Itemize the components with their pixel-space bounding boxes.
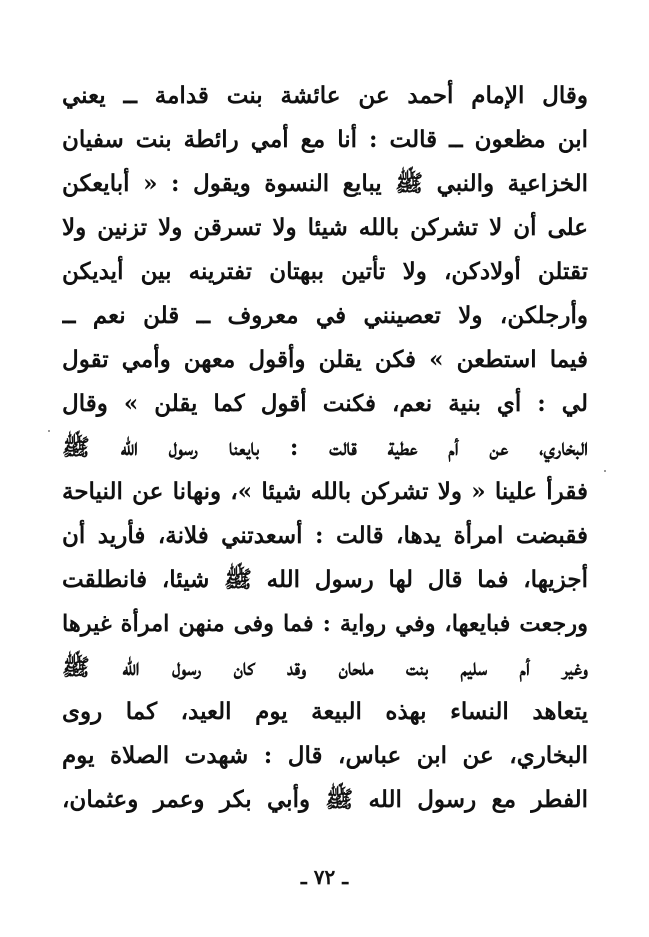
page-number: ـ ٧٢ ـ	[300, 865, 349, 889]
text-line: وأرجلكن، ولا تعصينني في معروف ــ قلن نعم ــ	[62, 302, 588, 329]
text-line: فقرأ علينا « ولا تشركن بالله شيئا »، ونهانا عن النياحة	[62, 478, 588, 505]
scan-speck	[604, 470, 606, 472]
scan-speck	[48, 430, 50, 432]
text-line: البخاري، عن أم عطية قالت : بايعنا رسول الله ﷺ	[62, 434, 588, 461]
text-line: لي : أي بنية نعم، فكنت أقول كما يقلن » وقال	[62, 390, 588, 417]
text-line: وغير أم سليم بنت ملحان وقد كان رسول الله ﷺ	[62, 654, 588, 681]
text-line: يتعاهد النساء بهذه البيعة يوم العيد، كما روى	[62, 698, 588, 725]
text-line: البخاري، عن ابن عباس، قال : شهدت الصلاة يوم	[62, 742, 588, 769]
text-line: الفطر مع رسول الله ﷺ وأبي بكر وعمر وعثمان،	[62, 786, 588, 813]
text-line: فقبضت امرأة يدها، قالت : أسعدتني فلانة، فأريد أن	[62, 522, 588, 549]
text-line: ورجعت فبايعها، وفي رواية : فما وفى منهن امرأة غيرها	[62, 611, 588, 637]
text-line: ابن مظعون ــ قالت : أنا مع أمي رائطة بنت سفيان	[62, 126, 588, 153]
text-line: أجزيها، فما قال لها رسول الله ﷺ شيئا، فانطلقت	[62, 566, 588, 593]
text-line: تقتلن أولادكن، ولا تأتين ببهتان تفترينه بين أيديكن	[62, 258, 588, 285]
text-line: الخزاعية والنبي ﷺ يبايع النسوة ويقول : « أبايعكن	[62, 170, 588, 197]
text-line: على أن لا تشركن بالله شيئا ولا تسرقن ولا تزنين ولا	[62, 214, 588, 241]
text-line: وقال الإمام أحمد عن عائشة بنت قدامة ــ يعني	[62, 82, 588, 109]
text-line: فيما استطعن » فكن يقلن وأقول معهن وأمي تقول	[62, 346, 588, 373]
